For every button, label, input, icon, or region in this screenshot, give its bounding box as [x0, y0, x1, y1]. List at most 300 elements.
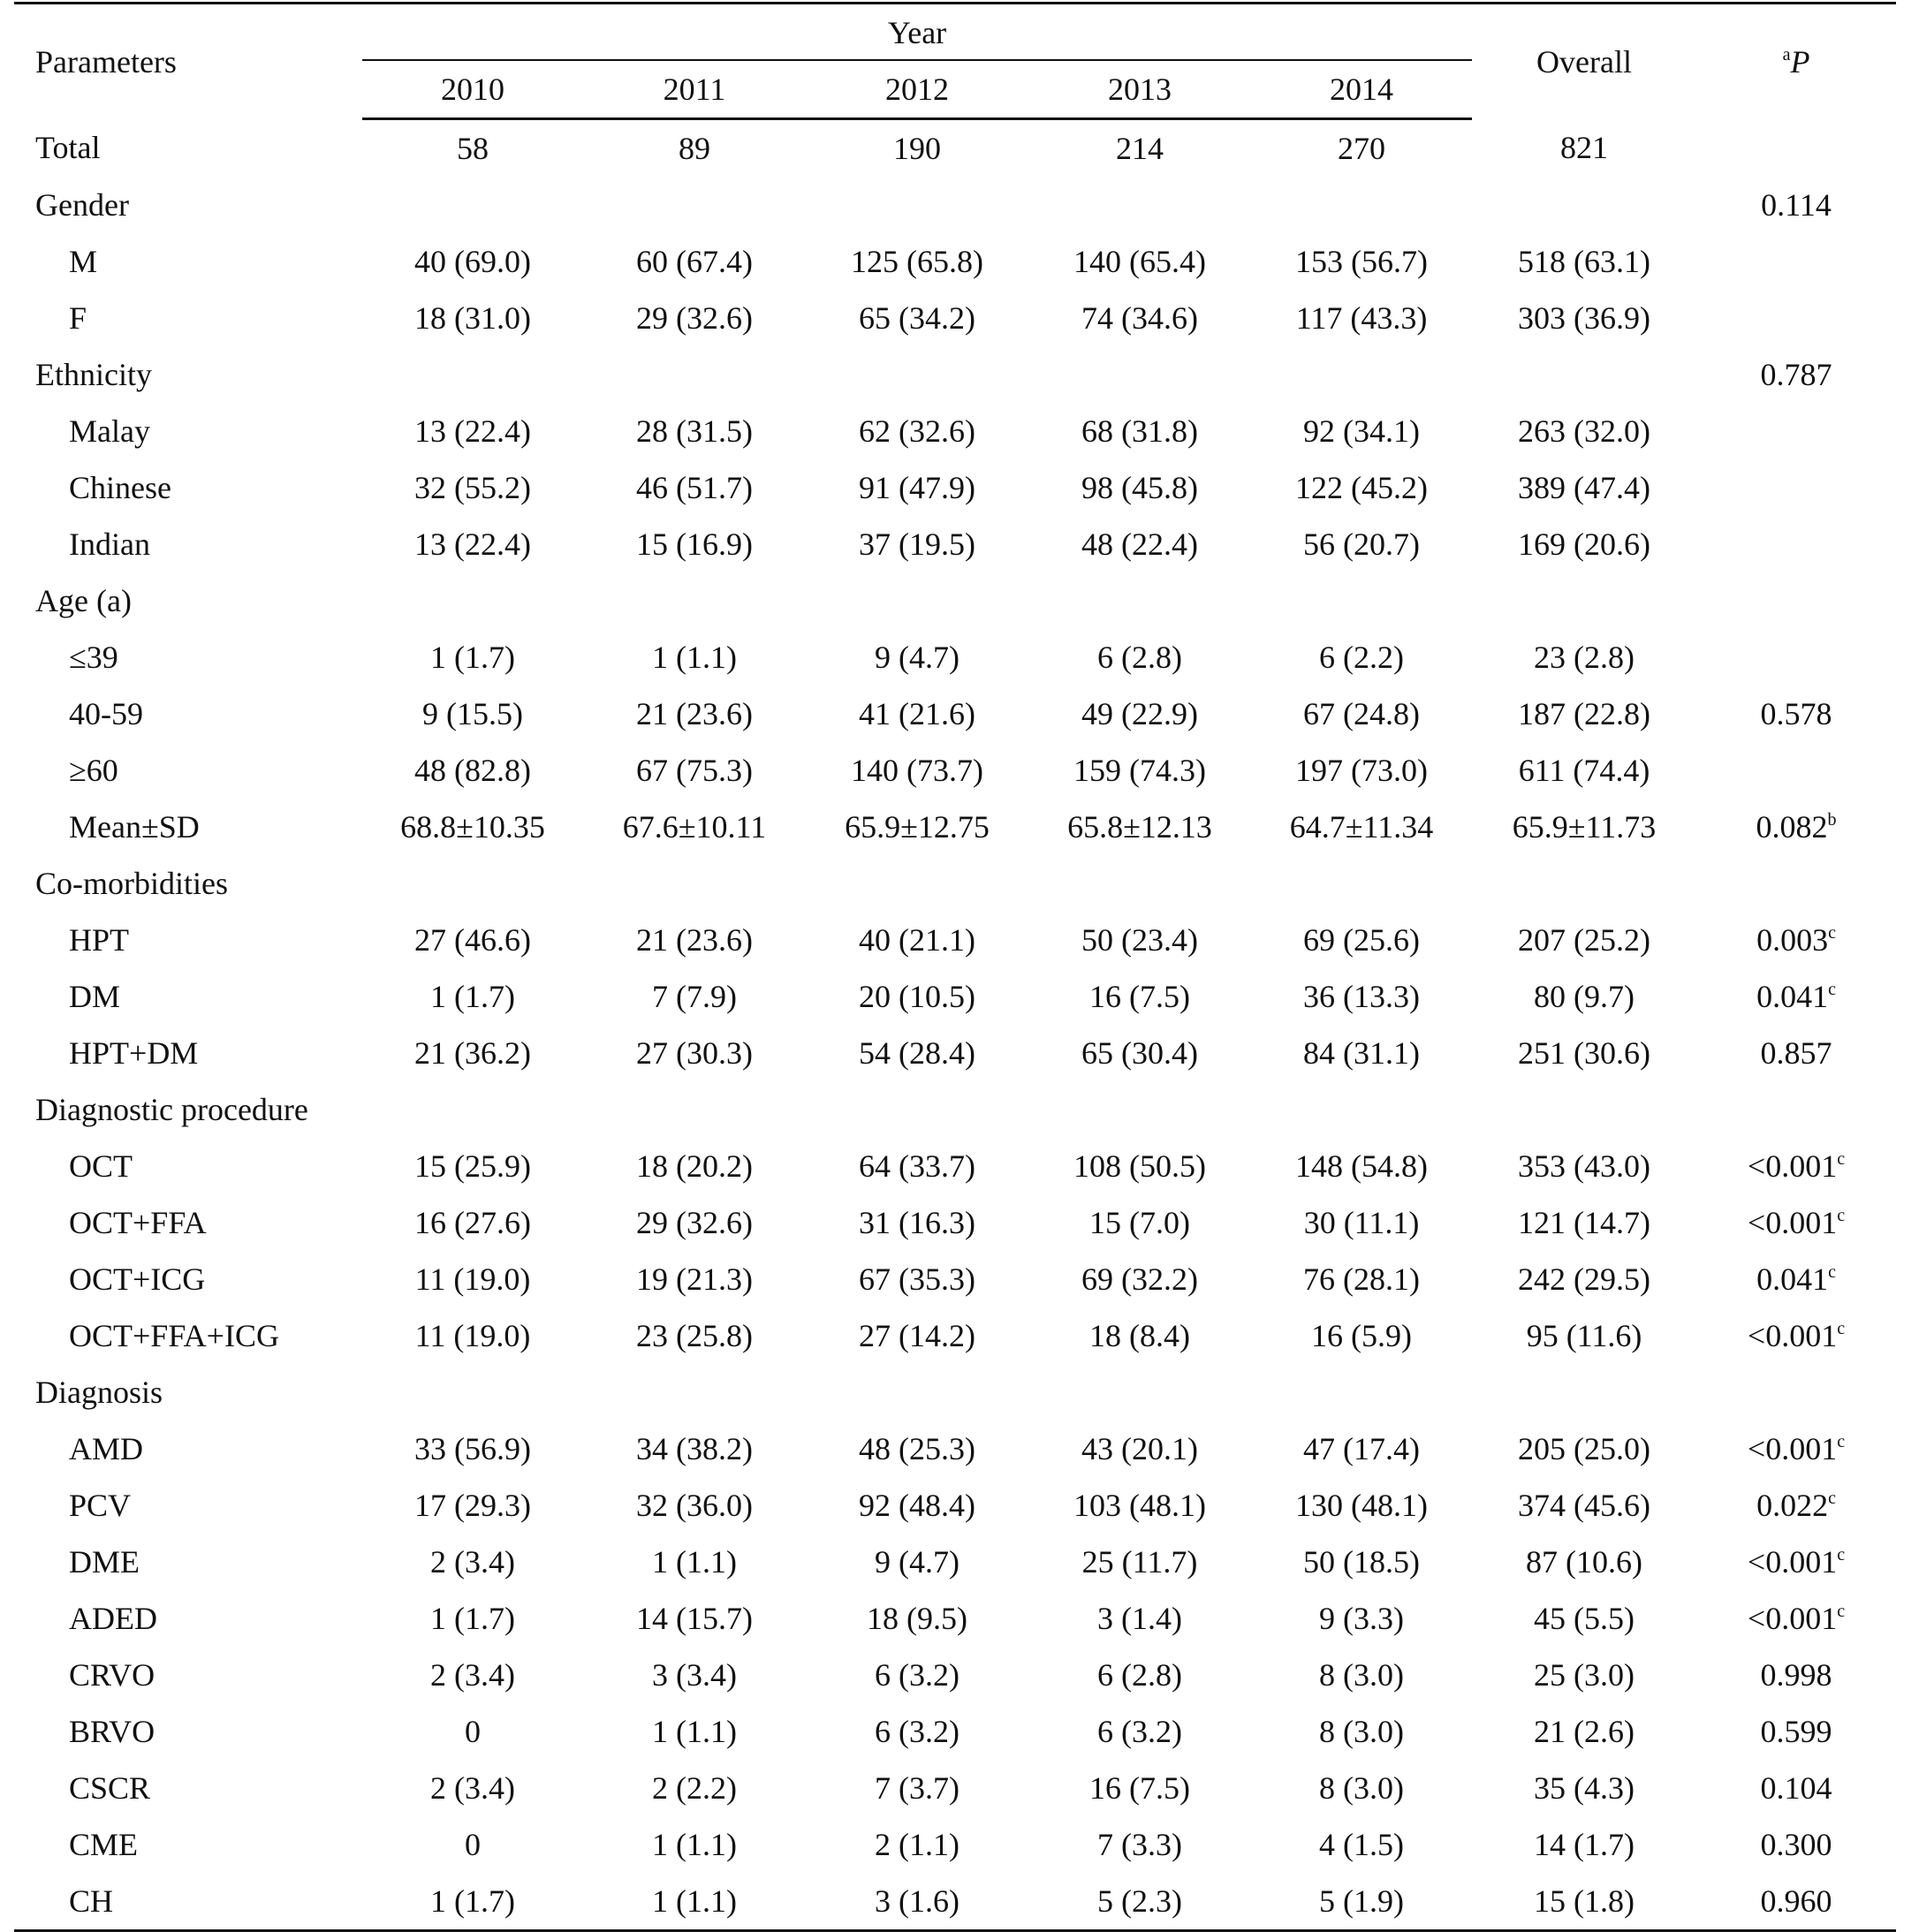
table-row: [14, 1194, 1896, 1251]
year-value-cell: 2 (3.4): [430, 1770, 515, 1806]
p-value-text: 0.041: [1756, 979, 1829, 1014]
table-row: [14, 1477, 1896, 1534]
p-value-footnote-mark: c: [1828, 1489, 1836, 1508]
year-value-cell: 148 (54.8): [1295, 1148, 1428, 1184]
p-value-cell: [1696, 1647, 1896, 1703]
year-value-cell: 15 (25.9): [414, 1148, 531, 1184]
header-parameters: Parameters: [14, 4, 362, 119]
header-year-2011: 2011: [583, 61, 806, 119]
row-label: Age (a): [35, 583, 132, 618]
overall-value-cell: 121 (14.7): [1518, 1205, 1650, 1240]
year-value-cell: 0: [465, 1827, 481, 1862]
year-value-cell: 36 (13.3): [1303, 979, 1420, 1014]
overall-value-cell: [1472, 177, 1696, 233]
year-value-cell: 27 (14.2): [859, 1318, 975, 1353]
year-value-cell: [806, 855, 1028, 912]
data-table: [14, 2, 1896, 1932]
year-value-cell: [1251, 855, 1472, 912]
p-value-cell: [1696, 799, 1896, 855]
p-value-text: 0.114: [1761, 187, 1832, 223]
year-value-cell: 32 (36.0): [636, 1488, 753, 1523]
table-row: [14, 290, 1896, 346]
overall-value-cell: [1472, 855, 1696, 912]
year-value-cell: 190: [893, 131, 941, 166]
overall-value-cell: 518 (63.1): [1518, 244, 1650, 279]
year-value-cell: 43 (20.1): [1081, 1431, 1198, 1466]
year-value-cell: 1 (1.7): [430, 640, 515, 675]
year-value-cell: 28 (31.5): [636, 413, 753, 449]
row-label: Diagnosis: [35, 1375, 163, 1410]
year-value-cell: 1 (1.1): [652, 1544, 737, 1580]
table-row: [14, 1590, 1896, 1647]
year-value-cell: 31 (16.3): [859, 1205, 975, 1240]
p-value-text: 0.104: [1760, 1770, 1832, 1806]
year-value-cell: 74 (34.6): [1081, 300, 1198, 336]
row-label: ≤39: [69, 640, 118, 675]
year-value-cell: 65 (30.4): [1081, 1035, 1198, 1071]
year-value-cell: 89: [679, 131, 710, 166]
overall-value-cell: 353 (43.0): [1518, 1148, 1650, 1184]
p-value-footnote-mark: c: [1837, 1319, 1846, 1338]
year-value-cell: [1028, 177, 1251, 233]
p-value-text: 0.787: [1760, 357, 1832, 392]
header-overall: Overall: [1472, 4, 1696, 119]
table-row: [14, 1873, 1896, 1931]
row-label: AMD: [69, 1431, 144, 1466]
year-value-cell: 17 (29.3): [414, 1488, 531, 1523]
overall-value-cell: 389 (47.4): [1518, 470, 1650, 505]
p-value-footnote-mark: b: [1827, 810, 1837, 830]
year-value-cell: [1028, 1081, 1251, 1138]
table-row: [14, 1703, 1896, 1760]
p-value-footnote-mark: c: [1837, 1602, 1846, 1621]
year-value-cell: 3 (1.4): [1097, 1601, 1182, 1636]
p-value-footnote-mark: c: [1837, 1149, 1846, 1169]
header-year-label: Year: [887, 15, 947, 50]
year-value-cell: 67.6±10.11: [622, 809, 767, 845]
year-value-cell: [583, 1081, 806, 1138]
year-value-cell: 6 (3.2): [875, 1657, 960, 1693]
year-value-cell: 68.8±10.35: [400, 809, 545, 845]
p-value-cell: [1696, 177, 1896, 233]
p-value-text: 0.003: [1756, 922, 1829, 958]
p-value-cell: [1696, 1816, 1896, 1873]
year-value-cell: 6 (3.2): [1097, 1714, 1182, 1749]
year-value-cell: 6 (3.2): [875, 1714, 960, 1749]
overall-value-cell: 205 (25.0): [1518, 1431, 1650, 1466]
p-value-cell: [1696, 233, 1896, 290]
year-value-cell: 67 (35.3): [859, 1261, 975, 1297]
year-value-cell: 58: [457, 131, 489, 166]
year-value-cell: 3 (1.6): [806, 1873, 1028, 1931]
year-value-cell: 41 (21.6): [859, 696, 975, 731]
year-value-cell: 0: [465, 1714, 481, 1749]
year-value-cell: 16 (7.5): [1089, 979, 1190, 1014]
year-value-cell: 13 (22.4): [414, 527, 531, 562]
year-value-cell: 6 (2.8): [1097, 640, 1182, 675]
year-value-cell: 16 (27.6): [414, 1205, 531, 1240]
table-row: [14, 403, 1896, 459]
table-row: [14, 629, 1896, 686]
table-row: [14, 119, 1896, 178]
year-value-cell: 270: [1338, 131, 1385, 166]
p-value-text: <0.001: [1747, 1318, 1838, 1353]
year-value-cell: 197 (73.0): [1295, 753, 1428, 788]
year-value-cell: 15 (7.0): [1089, 1205, 1190, 1240]
table-row: [14, 346, 1896, 403]
p-value-cell: [1696, 1760, 1896, 1816]
year-value-cell: [1028, 855, 1251, 912]
year-group-underline: [362, 59, 1472, 61]
p-value-cell: [1696, 459, 1896, 516]
table-row: [14, 855, 1896, 912]
row-label: CME: [69, 1827, 139, 1862]
year-value-cell: [1251, 1364, 1472, 1421]
year-value-cell: 21 (23.6): [636, 696, 753, 731]
row-label: OCT+ICG: [69, 1261, 206, 1297]
year-value-cell: 1 (1.1): [652, 640, 737, 675]
overall-value-cell: 263 (32.0): [1518, 413, 1650, 449]
year-value-cell: 69 (25.6): [1303, 922, 1420, 958]
year-value-cell: 7 (3.3): [1097, 1827, 1182, 1862]
year-value-cell: 25 (11.7): [1081, 1544, 1198, 1580]
overall-value-cell: 35 (4.3): [1534, 1770, 1635, 1806]
row-label: OCT: [69, 1148, 133, 1184]
table-row: [14, 233, 1896, 290]
table-body: [14, 119, 1896, 1931]
year-value-cell: [1251, 572, 1472, 629]
year-value-cell: [362, 1364, 583, 1421]
p-value-cell: [1696, 1534, 1896, 1590]
table-row: [14, 1760, 1896, 1816]
table-row: [14, 1647, 1896, 1703]
year-value-cell: [1251, 346, 1472, 403]
year-value-cell: 14 (15.7): [636, 1601, 753, 1636]
year-value-cell: 50 (23.4): [1081, 922, 1198, 958]
year-value-cell: 27 (30.3): [636, 1035, 753, 1071]
p-value-cell: [1696, 346, 1896, 403]
p-value-cell: [1696, 1251, 1896, 1307]
year-value-cell: 2 (3.4): [430, 1544, 515, 1580]
overall-value-cell: 242 (29.5): [1518, 1261, 1650, 1297]
table-row: [14, 177, 1896, 233]
year-value-cell: [362, 177, 583, 233]
p-value-text: 0.300: [1760, 1827, 1832, 1862]
year-value-cell: 30 (11.1): [1303, 1205, 1420, 1240]
year-value-cell: 18 (8.4): [1089, 1318, 1190, 1353]
year-value-cell: 60 (67.4): [636, 244, 753, 279]
year-value-cell: 29 (32.6): [636, 1205, 753, 1240]
year-value-cell: 27 (46.6): [414, 922, 531, 958]
p-value-cell: [1696, 403, 1896, 459]
p-value-text: <0.001: [1747, 1431, 1838, 1466]
year-value-cell: 2 (2.2): [652, 1770, 737, 1806]
p-value-text: 0.857: [1760, 1035, 1832, 1071]
year-value-cell: 54 (28.4): [859, 1035, 975, 1071]
year-value-cell: 1 (1.7): [430, 979, 515, 1014]
year-value-cell: 37 (19.5): [859, 527, 975, 562]
year-value-cell: 76 (28.1): [1303, 1261, 1420, 1297]
year-value-cell: 4 (1.5): [1319, 1827, 1404, 1862]
year-value-cell: 9 (4.7): [875, 1544, 960, 1580]
year-value-cell: 29 (32.6): [636, 300, 753, 336]
year-value-cell: 21 (36.2): [414, 1035, 531, 1071]
year-value-cell: 140 (73.7): [851, 753, 983, 788]
row-label: CH: [14, 1873, 362, 1931]
p-value-cell: [1696, 1194, 1896, 1251]
row-label: Indian: [69, 527, 150, 562]
overall-value-cell: [1472, 572, 1696, 629]
header-year-2013: 2013: [1028, 61, 1251, 119]
year-value-cell: 8 (3.0): [1319, 1770, 1404, 1806]
p-value-cell: [1696, 1081, 1896, 1138]
year-value-cell: 9 (15.5): [422, 696, 523, 731]
year-value-cell: 13 (22.4): [414, 413, 531, 449]
row-label: ADED: [69, 1601, 157, 1636]
p-value-cell: [1696, 516, 1896, 572]
overall-value-cell: [1472, 1081, 1696, 1138]
year-value-cell: 62 (32.6): [859, 413, 975, 449]
row-label: Co-morbidities: [35, 866, 228, 901]
row-label: CSCR: [69, 1770, 151, 1806]
year-value-cell: [583, 572, 806, 629]
year-value-cell: 5 (2.3): [1028, 1873, 1251, 1931]
year-value-cell: [806, 177, 1028, 233]
overall-value-cell: 207 (25.2): [1518, 922, 1650, 958]
year-value-cell: 16 (7.5): [1089, 1770, 1190, 1806]
year-value-cell: [1028, 1364, 1251, 1421]
year-value-cell: 47 (17.4): [1303, 1431, 1420, 1466]
year-value-cell: [362, 855, 583, 912]
p-value-text: <0.001: [1747, 1544, 1838, 1580]
p-value-text: <0.001: [1747, 1205, 1838, 1240]
row-label: M: [69, 244, 98, 279]
p-value-cell: [1696, 912, 1896, 968]
year-value-cell: 7 (3.7): [875, 1770, 960, 1806]
year-value-cell: 69 (32.2): [1081, 1261, 1198, 1297]
year-value-cell: 92 (34.1): [1303, 413, 1420, 449]
overall-value-cell: 169 (20.6): [1518, 527, 1650, 562]
year-value-cell: 6 (2.2): [1319, 640, 1404, 675]
p-value-cell: [1696, 119, 1896, 178]
year-value-cell: 214: [1116, 131, 1164, 166]
year-value-cell: 56 (20.7): [1303, 527, 1420, 562]
year-value-cell: 49 (22.9): [1081, 696, 1198, 731]
overall-value-cell: 23 (2.8): [1534, 640, 1635, 675]
row-label: Chinese: [69, 470, 171, 505]
table-row: [14, 1138, 1896, 1194]
overall-value-cell: 14 (1.7): [1534, 1827, 1635, 1862]
year-value-cell: 130 (48.1): [1295, 1488, 1428, 1523]
year-value-cell: 11 (19.0): [414, 1318, 531, 1353]
year-value-cell: 7 (7.9): [652, 979, 737, 1014]
year-value-cell: 108 (50.5): [1073, 1148, 1206, 1184]
year-value-cell: 8 (3.0): [1319, 1714, 1404, 1749]
year-value-cell: 40 (21.1): [859, 922, 975, 958]
row-label: Diagnostic procedure: [35, 1092, 308, 1127]
header-p-label: P: [1790, 43, 1810, 80]
year-value-cell: [1028, 572, 1251, 629]
p-value-text: 0.082: [1756, 809, 1828, 845]
year-value-cell: 20 (10.5): [859, 979, 975, 1014]
row-label: F: [69, 300, 87, 336]
p-value-cell: [1696, 572, 1896, 629]
year-value-cell: 1 (1.7): [362, 1873, 583, 1931]
p-value-cell: [1696, 1138, 1896, 1194]
year-value-cell: 2 (1.1): [875, 1827, 960, 1862]
overall-value-cell: 21 (2.6): [1534, 1714, 1635, 1749]
p-value-text: 0.960: [1760, 1883, 1832, 1919]
year-value-cell: 159 (74.3): [1073, 753, 1206, 788]
year-value-cell: 8 (3.0): [1319, 1657, 1404, 1693]
year-value-cell: [806, 346, 1028, 403]
row-label: DME: [69, 1544, 140, 1580]
year-value-cell: 46 (51.7): [636, 470, 753, 505]
table-row: [14, 1816, 1896, 1873]
year-value-cell: 1 (1.7): [430, 1601, 515, 1636]
p-value-text: 0.998: [1760, 1657, 1832, 1693]
year-value-cell: 15 (16.9): [636, 527, 753, 562]
overall-value-cell: 95 (11.6): [1526, 1318, 1642, 1353]
overall-value-cell: 45 (5.5): [1534, 1601, 1635, 1636]
row-label: BRVO: [69, 1714, 155, 1749]
p-value-footnote-mark: c: [1828, 1262, 1836, 1282]
overall-value-cell: 80 (9.7): [1534, 979, 1635, 1014]
p-value-cell: [1696, 742, 1896, 799]
overall-value-cell: 611 (74.4): [1518, 753, 1650, 788]
p-value-text: 0.599: [1760, 1714, 1832, 1749]
year-value-cell: 125 (65.8): [851, 244, 983, 279]
year-value-cell: 16 (5.9): [1311, 1318, 1412, 1353]
year-value-cell: 98 (45.8): [1081, 470, 1198, 505]
row-label: OCT+FFA: [69, 1205, 207, 1240]
overall-value-cell: [1472, 346, 1696, 403]
table-row: [14, 1534, 1896, 1590]
year-value-cell: 2 (3.4): [430, 1657, 515, 1693]
row-label: Mean±SD: [69, 809, 200, 845]
p-value-cell: [1696, 1703, 1896, 1760]
p-value-footnote-mark: c: [1837, 1545, 1846, 1565]
year-value-cell: 103 (48.1): [1073, 1488, 1206, 1523]
year-value-cell: 6 (2.8): [1097, 1657, 1182, 1693]
year-value-cell: [806, 572, 1028, 629]
p-value-cell: [1696, 1477, 1896, 1534]
row-label: ≥60: [69, 753, 118, 788]
year-value-cell: [362, 1081, 583, 1138]
table-row: [14, 1364, 1896, 1421]
year-value-cell: 50 (18.5): [1303, 1544, 1420, 1580]
row-label: 40-59: [69, 696, 143, 731]
year-value-cell: [583, 177, 806, 233]
year-value-cell: [806, 1364, 1028, 1421]
overall-value-cell: 303 (36.9): [1518, 300, 1650, 336]
year-value-cell: 65.8±12.13: [1067, 809, 1212, 845]
overall-value-cell: 374 (45.6): [1518, 1488, 1650, 1523]
overall-value-cell: 251 (30.6): [1518, 1035, 1650, 1071]
table-row: [14, 1307, 1896, 1364]
row-label: Gender: [35, 187, 129, 223]
row-label: CRVO: [69, 1657, 155, 1693]
year-value-cell: [1028, 346, 1251, 403]
header-year-2010: 2010: [362, 61, 583, 119]
p-value-cell: [1696, 1421, 1896, 1477]
year-value-cell: 92 (48.4): [859, 1488, 975, 1523]
p-value-cell: [1696, 686, 1896, 742]
overall-value-cell: 15 (1.8): [1472, 1873, 1696, 1931]
header-p-value: [1696, 4, 1896, 119]
year-value-cell: 64 (33.7): [859, 1148, 975, 1184]
year-value-cell: 34 (38.2): [636, 1431, 753, 1466]
p-value-footnote-mark: c: [1828, 980, 1836, 999]
year-value-cell: 48 (22.4): [1081, 527, 1198, 562]
p-value-cell: [1696, 629, 1896, 686]
p-value-text: <0.001: [1747, 1601, 1838, 1636]
year-value-cell: [806, 1081, 1028, 1138]
p-value-cell: [1696, 968, 1896, 1025]
year-value-cell: [583, 1364, 806, 1421]
table-row: [14, 742, 1896, 799]
p-value-text: 0.578: [1760, 696, 1832, 731]
header-year-group: [362, 4, 1472, 62]
table-row: [14, 1081, 1896, 1138]
year-value-cell: 32 (55.2): [414, 470, 531, 505]
year-value-cell: [583, 346, 806, 403]
year-value-cell: 33 (56.9): [414, 1431, 531, 1466]
row-label: HPT+DM: [69, 1035, 199, 1071]
year-value-cell: 21 (23.6): [636, 922, 753, 958]
year-value-cell: 5 (1.9): [1251, 1873, 1472, 1931]
year-value-cell: 117 (43.3): [1295, 300, 1428, 336]
year-value-cell: 67 (24.8): [1303, 696, 1420, 731]
year-value-cell: 1 (1.1): [652, 1714, 737, 1749]
year-value-cell: [1251, 177, 1472, 233]
p-value-footnote-mark: c: [1837, 1206, 1846, 1225]
row-label: OCT+FFA+ICG: [69, 1318, 279, 1353]
table-row: [14, 799, 1896, 855]
p-value-text: <0.001: [1747, 1148, 1838, 1184]
table-row: [14, 1421, 1896, 1477]
year-value-cell: [362, 572, 583, 629]
year-value-cell: [583, 855, 806, 912]
row-label: HPT: [69, 922, 130, 958]
year-value-cell: 48 (82.8): [414, 753, 531, 788]
table-row: [14, 572, 1896, 629]
overall-value-cell: 25 (3.0): [1534, 1657, 1635, 1693]
header-year-2014: 2014: [1251, 61, 1472, 119]
year-value-cell: [362, 346, 583, 403]
table-row: [14, 912, 1896, 968]
year-value-cell: 9 (4.7): [875, 640, 960, 675]
header-year-2012: 2012: [806, 61, 1028, 119]
table-row: [14, 516, 1896, 572]
p-value-cell: [1696, 290, 1896, 346]
year-value-cell: 140 (65.4): [1073, 244, 1206, 279]
overall-value-cell: 187 (22.8): [1518, 696, 1650, 731]
table-row: [14, 1251, 1896, 1307]
row-label: Ethnicity: [35, 357, 152, 392]
year-value-cell: 18 (31.0): [414, 300, 531, 336]
row-label: PCV: [69, 1488, 132, 1523]
year-value-cell: 11 (19.0): [414, 1261, 531, 1297]
p-value-footnote-mark: c: [1837, 1432, 1846, 1451]
p-value-text: 0.022: [1756, 1488, 1829, 1523]
year-value-cell: 65.9±12.75: [845, 809, 990, 845]
table-row: [14, 459, 1896, 516]
p-value-cell: [1696, 855, 1896, 912]
year-value-cell: 67 (75.3): [636, 753, 753, 788]
year-value-cell: 18 (20.2): [636, 1148, 753, 1184]
header-p-superscript: a: [1782, 44, 1791, 64]
